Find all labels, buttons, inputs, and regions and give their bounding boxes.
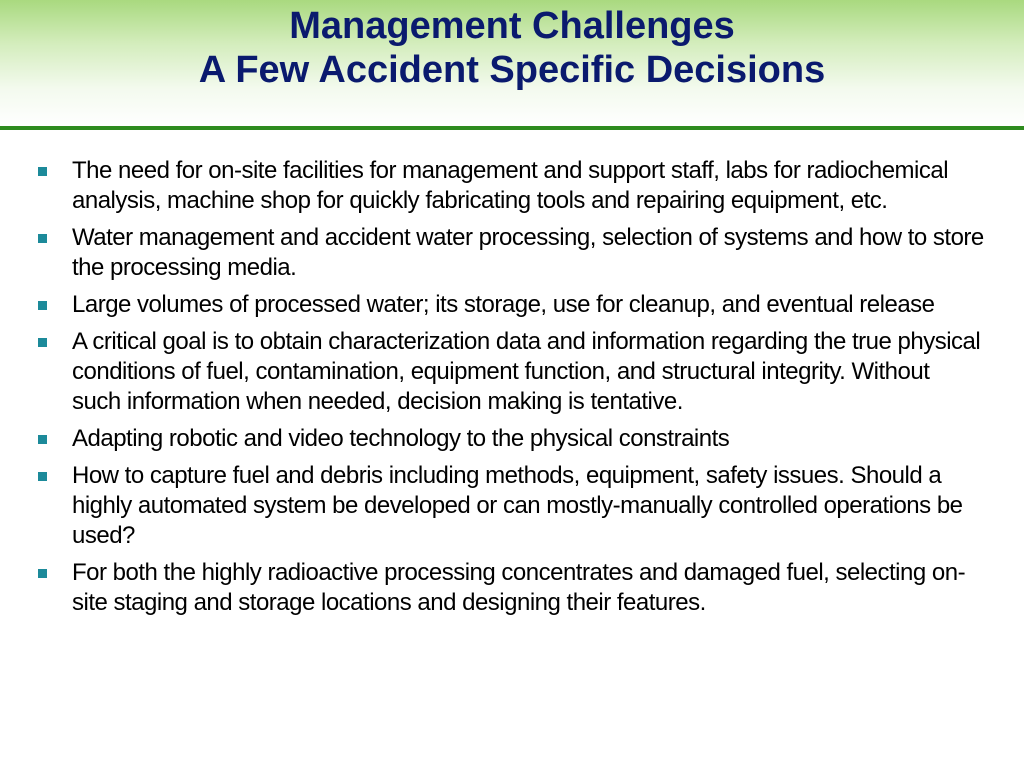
- bullet-text: For both the highly radioactive processing concentrates and damaged fuel, selecting on-site staging and storage locations and designing their features.: [72, 559, 966, 616]
- bullet-text: How to capture fuel and debris including methods, equipment, safety issues. Should a highly automated system be developed or can mostly-manually controlled operations be used?: [72, 462, 963, 549]
- bullet-list: [34, 156, 984, 625]
- square-bullet-icon: [38, 301, 47, 310]
- bullet-item: [34, 223, 984, 283]
- bullet-text: Large volumes of processed water; its storage, use for cleanup, and eventual release: [72, 291, 935, 318]
- bullet-text: The need for on-site facilities for management and support staff, labs for radiochemical analysis, machine shop for quickly fabricating tools and repairing equipment, etc.: [72, 157, 949, 214]
- bullet-text: Adapting robotic and video technology to the physical constraints: [72, 425, 730, 452]
- bullet-item: [34, 327, 984, 417]
- bullet-item: [34, 558, 984, 618]
- bullet-text: A critical goal is to obtain characterization data and information regarding the true physical conditions of fuel, contamination, equipment function, and structural integrity. Without such information when needed, decision making is tentative.: [72, 328, 981, 415]
- bullet-item: [34, 290, 984, 320]
- square-bullet-icon: [38, 234, 47, 243]
- bullet-item: [34, 461, 984, 551]
- square-bullet-icon: [38, 435, 47, 444]
- bullet-item: [34, 156, 984, 216]
- bullet-text: Water management and accident water processing, selection of systems and how to store the processing media.: [72, 224, 984, 281]
- slide-title-line-2: A Few Accident Specific Decisions: [198, 49, 826, 91]
- square-bullet-icon: [38, 569, 47, 578]
- square-bullet-icon: [38, 338, 47, 347]
- bullet-item: [34, 424, 984, 454]
- title-divider: [0, 126, 1024, 130]
- square-bullet-icon: [38, 167, 47, 176]
- slide-title: [0, 4, 1024, 92]
- square-bullet-icon: [38, 472, 47, 481]
- slide-title-line-1: Management Challenges: [289, 5, 735, 47]
